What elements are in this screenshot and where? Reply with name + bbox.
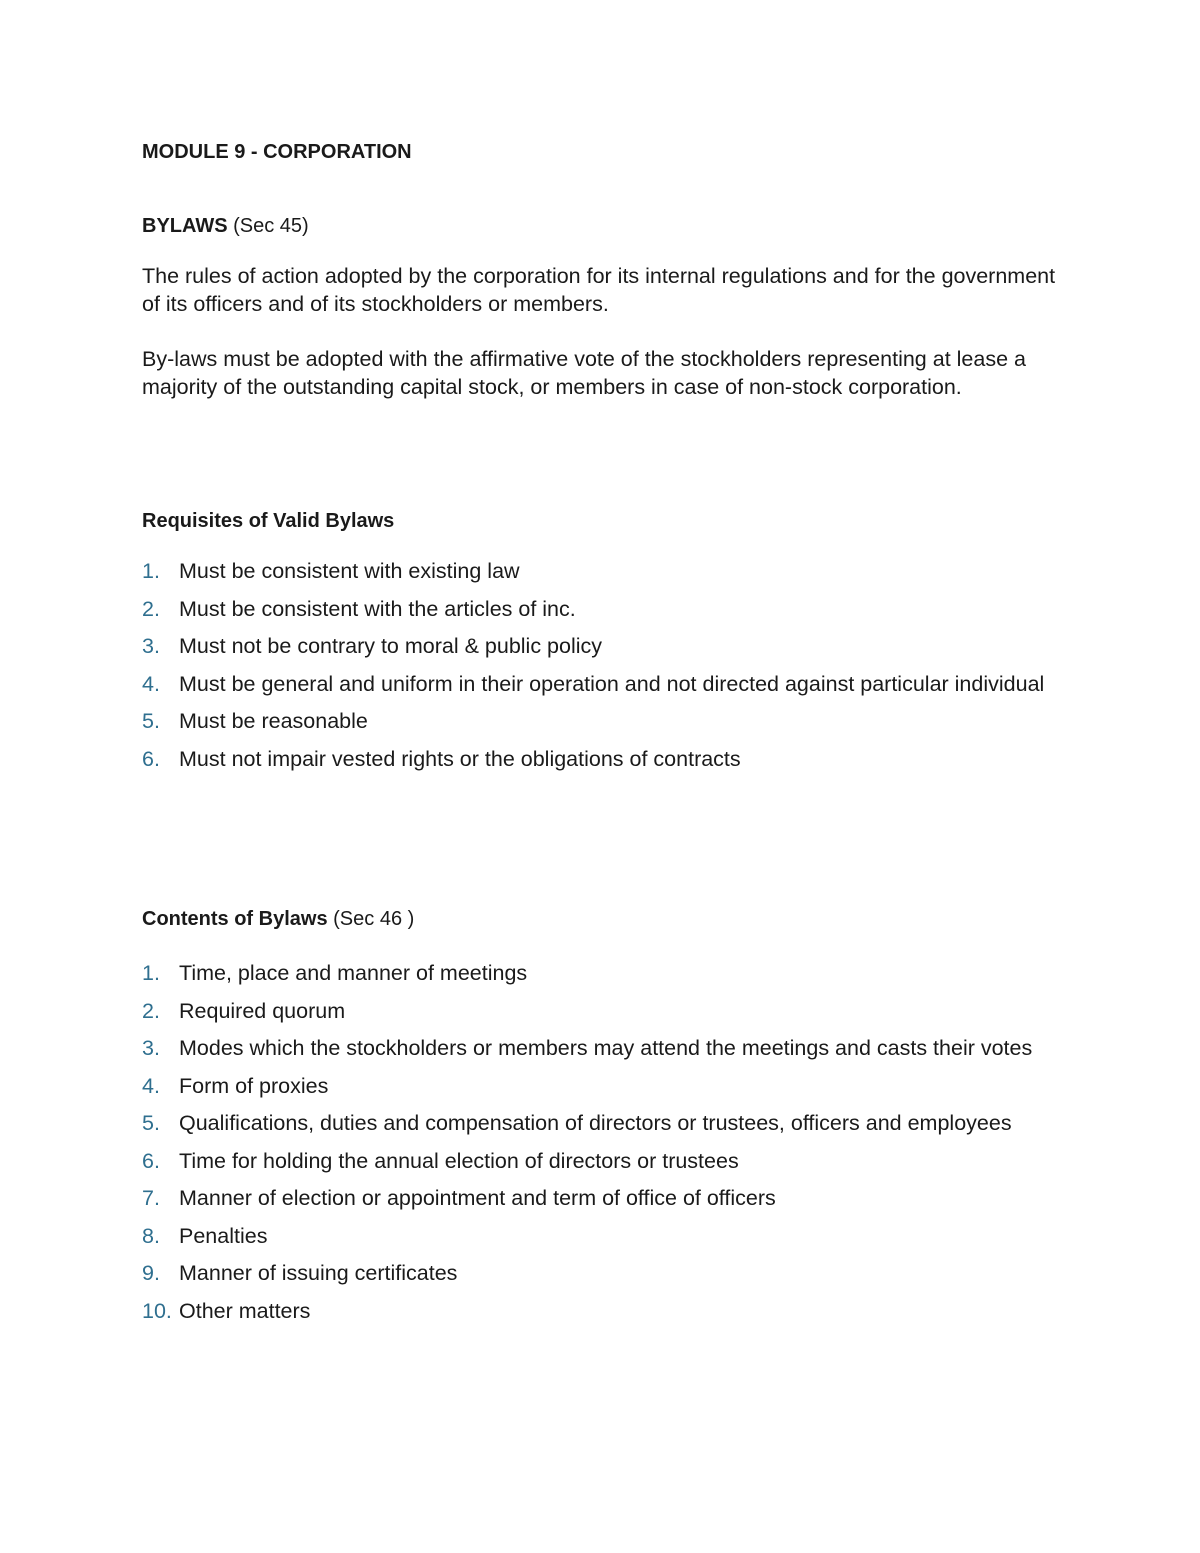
- bylaws-adoption-rule: By-laws must be adopted with the affirmative vote of the stockholders representing at lease a majority of the outstanding capital stock, or members in case of non-stock corporation.: [142, 347, 1026, 399]
- list-number: 3.: [142, 634, 160, 658]
- list-number: 6.: [142, 1148, 160, 1173]
- list-text: Manner of election or appointment and term of office of officers: [179, 1186, 776, 1210]
- requisites-list: [142, 557, 1067, 782]
- list-text: Qualifications, duties and compensation of directors or trustees, officers and employees: [179, 1111, 1012, 1135]
- list-item: [142, 959, 1067, 987]
- contents-heading-label: Contents of Bylaws: [142, 908, 328, 930]
- requisites-heading: Requisites of Valid Bylaws: [142, 510, 395, 532]
- list-item: [142, 670, 1067, 698]
- list-item: [142, 1109, 1067, 1137]
- list-number: 7.: [142, 1186, 160, 1210]
- list-item: [142, 1072, 1067, 1100]
- list-item: [142, 1034, 1067, 1062]
- list-item: [142, 1259, 1067, 1287]
- contents-section-ref: (Sec 46 ): [327, 908, 415, 930]
- list-item: [142, 1147, 1067, 1175]
- list-number: 4.: [142, 671, 160, 696]
- list-text: Manner of issuing certificates: [179, 1261, 458, 1285]
- bylaws-section-ref: (Sec 45): [227, 215, 309, 237]
- list-item: [142, 1222, 1067, 1250]
- list-number: 8.: [142, 1223, 160, 1248]
- list-item: [142, 707, 1067, 735]
- list-text: Modes which the stockholders or members may attend the meetings and casts their votes: [179, 1036, 1033, 1060]
- list-text: Time for holding the annual election of directors or trustees: [179, 1148, 739, 1173]
- list-text: Other matters: [179, 1298, 311, 1323]
- bylaws-heading-label: BYLAWS: [142, 215, 228, 237]
- list-text: Must not impair vested rights or the obligations of contracts: [179, 746, 741, 771]
- list-number: 5.: [142, 709, 160, 733]
- contents-heading: [142, 908, 414, 931]
- bylaws-definition: The rules of action adopted by the corporation for its internal regulations and for the government of its officers and of its stockholders or members.: [142, 264, 1056, 316]
- list-number: 5.: [142, 1111, 160, 1135]
- list-text: Penalties: [179, 1223, 268, 1248]
- contents-list: [142, 959, 1067, 1334]
- list-item: [142, 997, 1067, 1025]
- list-number: 3.: [142, 1036, 160, 1060]
- list-text: Must be reasonable: [179, 709, 368, 733]
- list-item: [142, 1297, 1067, 1325]
- bylaws-heading: [142, 215, 309, 238]
- list-text: Time, place and manner of meetings: [179, 961, 528, 985]
- list-text: Must be general and uniform in their operation and not directed against particular individual: [179, 671, 1045, 696]
- list-text: Must not be contrary to moral & public policy: [179, 634, 603, 658]
- list-item: [142, 1184, 1067, 1212]
- module-title: MODULE 9 - CORPORATION: [142, 141, 412, 163]
- list-item: [142, 632, 1067, 660]
- list-number: 2.: [142, 998, 160, 1023]
- list-text: Form of proxies: [179, 1073, 329, 1098]
- list-text: Required quorum: [179, 998, 346, 1023]
- list-number: 4.: [142, 1073, 160, 1098]
- list-number: 9.: [142, 1261, 160, 1285]
- list-item: [142, 595, 1067, 623]
- list-text: Must be consistent with the articles of inc.: [179, 596, 576, 621]
- list-number: 1.: [142, 961, 160, 985]
- list-number: 2.: [142, 596, 160, 621]
- list-item: [142, 557, 1067, 585]
- list-number: 1.: [142, 559, 160, 583]
- list-number: 6.: [142, 746, 160, 771]
- list-item: [142, 745, 1067, 773]
- list-number: 10.: [142, 1298, 172, 1323]
- list-text: Must be consistent with existing law: [179, 559, 520, 583]
